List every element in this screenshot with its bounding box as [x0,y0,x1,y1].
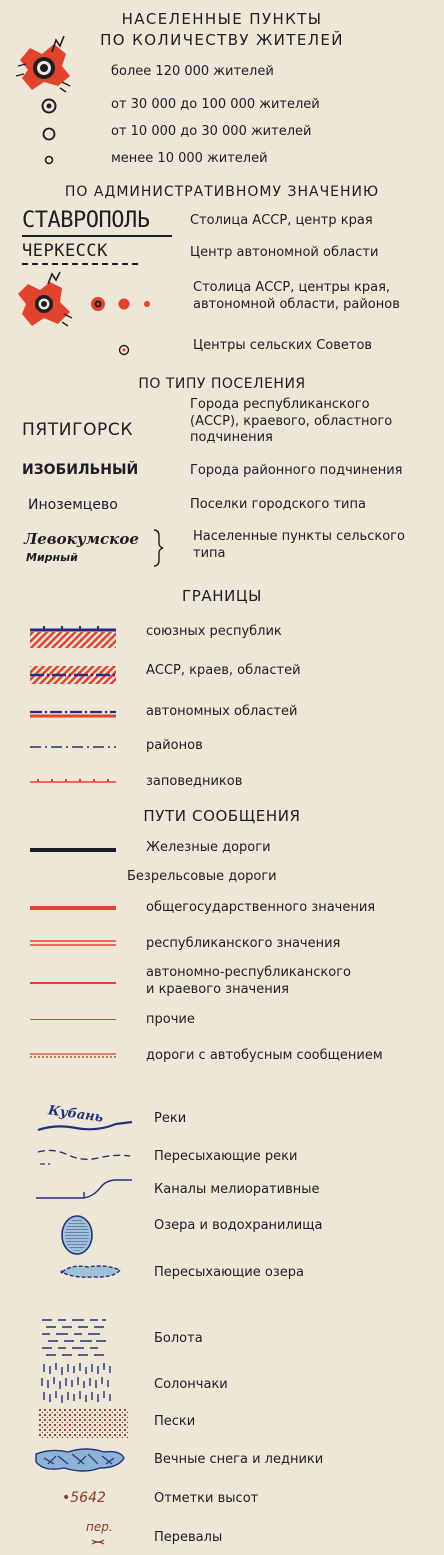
administrative-label-3-line1: Столица АССР, центры края, [193,280,391,295]
population-label-4: менее 10 000 жителей [111,151,268,166]
village-council-icon [118,344,130,356]
administrative-centers-icon [14,272,154,332]
border-assr-icon [30,664,116,686]
cherkessk-underline [22,263,138,265]
road-state-icon [30,906,116,910]
railway-icon [30,848,116,852]
road-label-1: общегосударственного значения [146,900,376,915]
canal-icon [36,1176,132,1202]
roads-header: ПУТИ СООБЩЕНИЯ [143,807,301,825]
relief-label-6: Перевалы [154,1530,223,1545]
border-reserve-icon [30,777,116,787]
hydro-label-1: Реки [154,1111,187,1126]
swamp-icon [40,1316,108,1360]
settlement-label-4-line2: типа [193,546,226,561]
road-other-icon [30,1019,116,1020]
settlement-sample-inozemtsevo: Иноземцево [28,497,118,513]
border-union-republics-icon [30,626,116,652]
settlement-label-3: Поселки городского типа [190,497,366,512]
settlement-label-1-line3: подчинения [190,430,273,445]
border-district-icon [30,744,116,750]
border-label-5: заповедников [146,774,243,789]
population-header-line2: ПО КОЛИЧЕСТВУ ЖИТЕЛЕЙ [100,31,344,49]
border-label-2: АССР, краев, областей [146,663,301,678]
hydro-label-3: Каналы мелиоративные [154,1182,320,1197]
pass-icon [91,1537,105,1547]
population-label-3: от 10 000 до 30 000 жителей [111,124,312,139]
relief-label-2: Солончаки [154,1377,228,1392]
large-city-icon [14,36,74,92]
sand-icon [38,1408,128,1438]
salt-marsh-icon [40,1362,112,1404]
river-sample-label: Кубань [47,1103,105,1126]
double-ring-circle-icon [41,98,57,114]
border-label-4: районов [146,738,203,753]
hydro-label-5: Пересыхающие озера [154,1265,304,1280]
settlement-header: ПО ТИПУ ПОСЕЛЕНИЯ [138,376,306,392]
borders-header: ГРАНИЦЫ [181,587,263,605]
settlement-label-4-line1: Населенные пункты сельского [193,529,405,544]
border-autonomous-icon [30,709,116,719]
road-bus-icon [30,1053,116,1059]
settlement-sample-mirny: Мирный [26,551,78,564]
population-label-2: от 30 000 до 100 000 жителей [111,97,320,112]
lake-icon [60,1214,96,1256]
relief-label-1: Болота [154,1331,203,1346]
border-label-1: союзных республик [146,624,282,639]
administrative-label-3-line2: автономной области, районов [193,297,400,312]
relief-label-4: Вечные снега и ледники [154,1452,324,1467]
population-header-line1: НАСЕЛЕННЫЕ ПУНКТЫ [121,10,323,28]
intermittent-river-icon [36,1144,132,1168]
relief-label-3: Пески [154,1414,196,1429]
administrative-header: ПО АДМИНИСТРАТИВНОМУ ЗНАЧЕНИЮ [64,184,380,200]
curly-brace-icon [151,528,165,568]
administrative-sample-cherkessk: ЧЕРКЕССК [22,241,108,261]
road-label-3-line2: и краевого значения [146,982,290,997]
road-autonomous-icon [30,982,116,984]
administrative-label-2: Центр автономной области [190,245,379,260]
population-label-1: более 120 000 жителей [111,64,274,79]
ring-circle-icon [42,127,56,141]
road-republic-icon [30,940,116,946]
administrative-label-4: Центры сельских Советов [193,338,373,353]
settlement-sample-pyatigorsk: ПЯТИГОРСК [22,420,134,440]
settlement-label-1-line1: Города республиканского [190,397,370,412]
glacier-icon [34,1446,126,1474]
relief-label-5: Отметки высот [154,1491,259,1506]
road-label-4: прочие [146,1012,195,1027]
road-label-5: дороги с автобусным сообщением [146,1048,383,1063]
road-label-3-line1: автономно-республиканского [146,965,351,980]
river-icon [36,1100,136,1140]
stavropol-underline [22,235,172,237]
pass-sample: пер. [86,1520,113,1534]
roads-roadless-header: Безрельсовые дороги [127,869,277,884]
hydro-label-4: Озера и водохранилища [154,1218,323,1233]
settlement-label-1-line2: (АССР), краевого, областного [190,414,393,429]
hydro-label-2: Пересыхающие реки [154,1149,298,1164]
settlement-sample-levokumskoe: Левокумское [24,530,139,548]
settlement-label-2: Города районного подчинения [190,463,403,478]
settlement-sample-izobilny: ИЗОБИЛЬНЫЙ [22,462,139,478]
border-label-3: автономных областей [146,704,298,719]
elevation-mark-sample: •5642 [62,1490,106,1506]
administrative-label-1: Столица АССР, центр края [190,213,373,228]
small-circle-icon [44,155,54,165]
road-label-2: республиканского значения [146,936,341,951]
intermittent-lake-icon [58,1262,124,1280]
administrative-sample-stavropol: СТАВРОПОЛЬ [22,208,150,233]
roads-railways: Железные дороги [146,840,271,855]
